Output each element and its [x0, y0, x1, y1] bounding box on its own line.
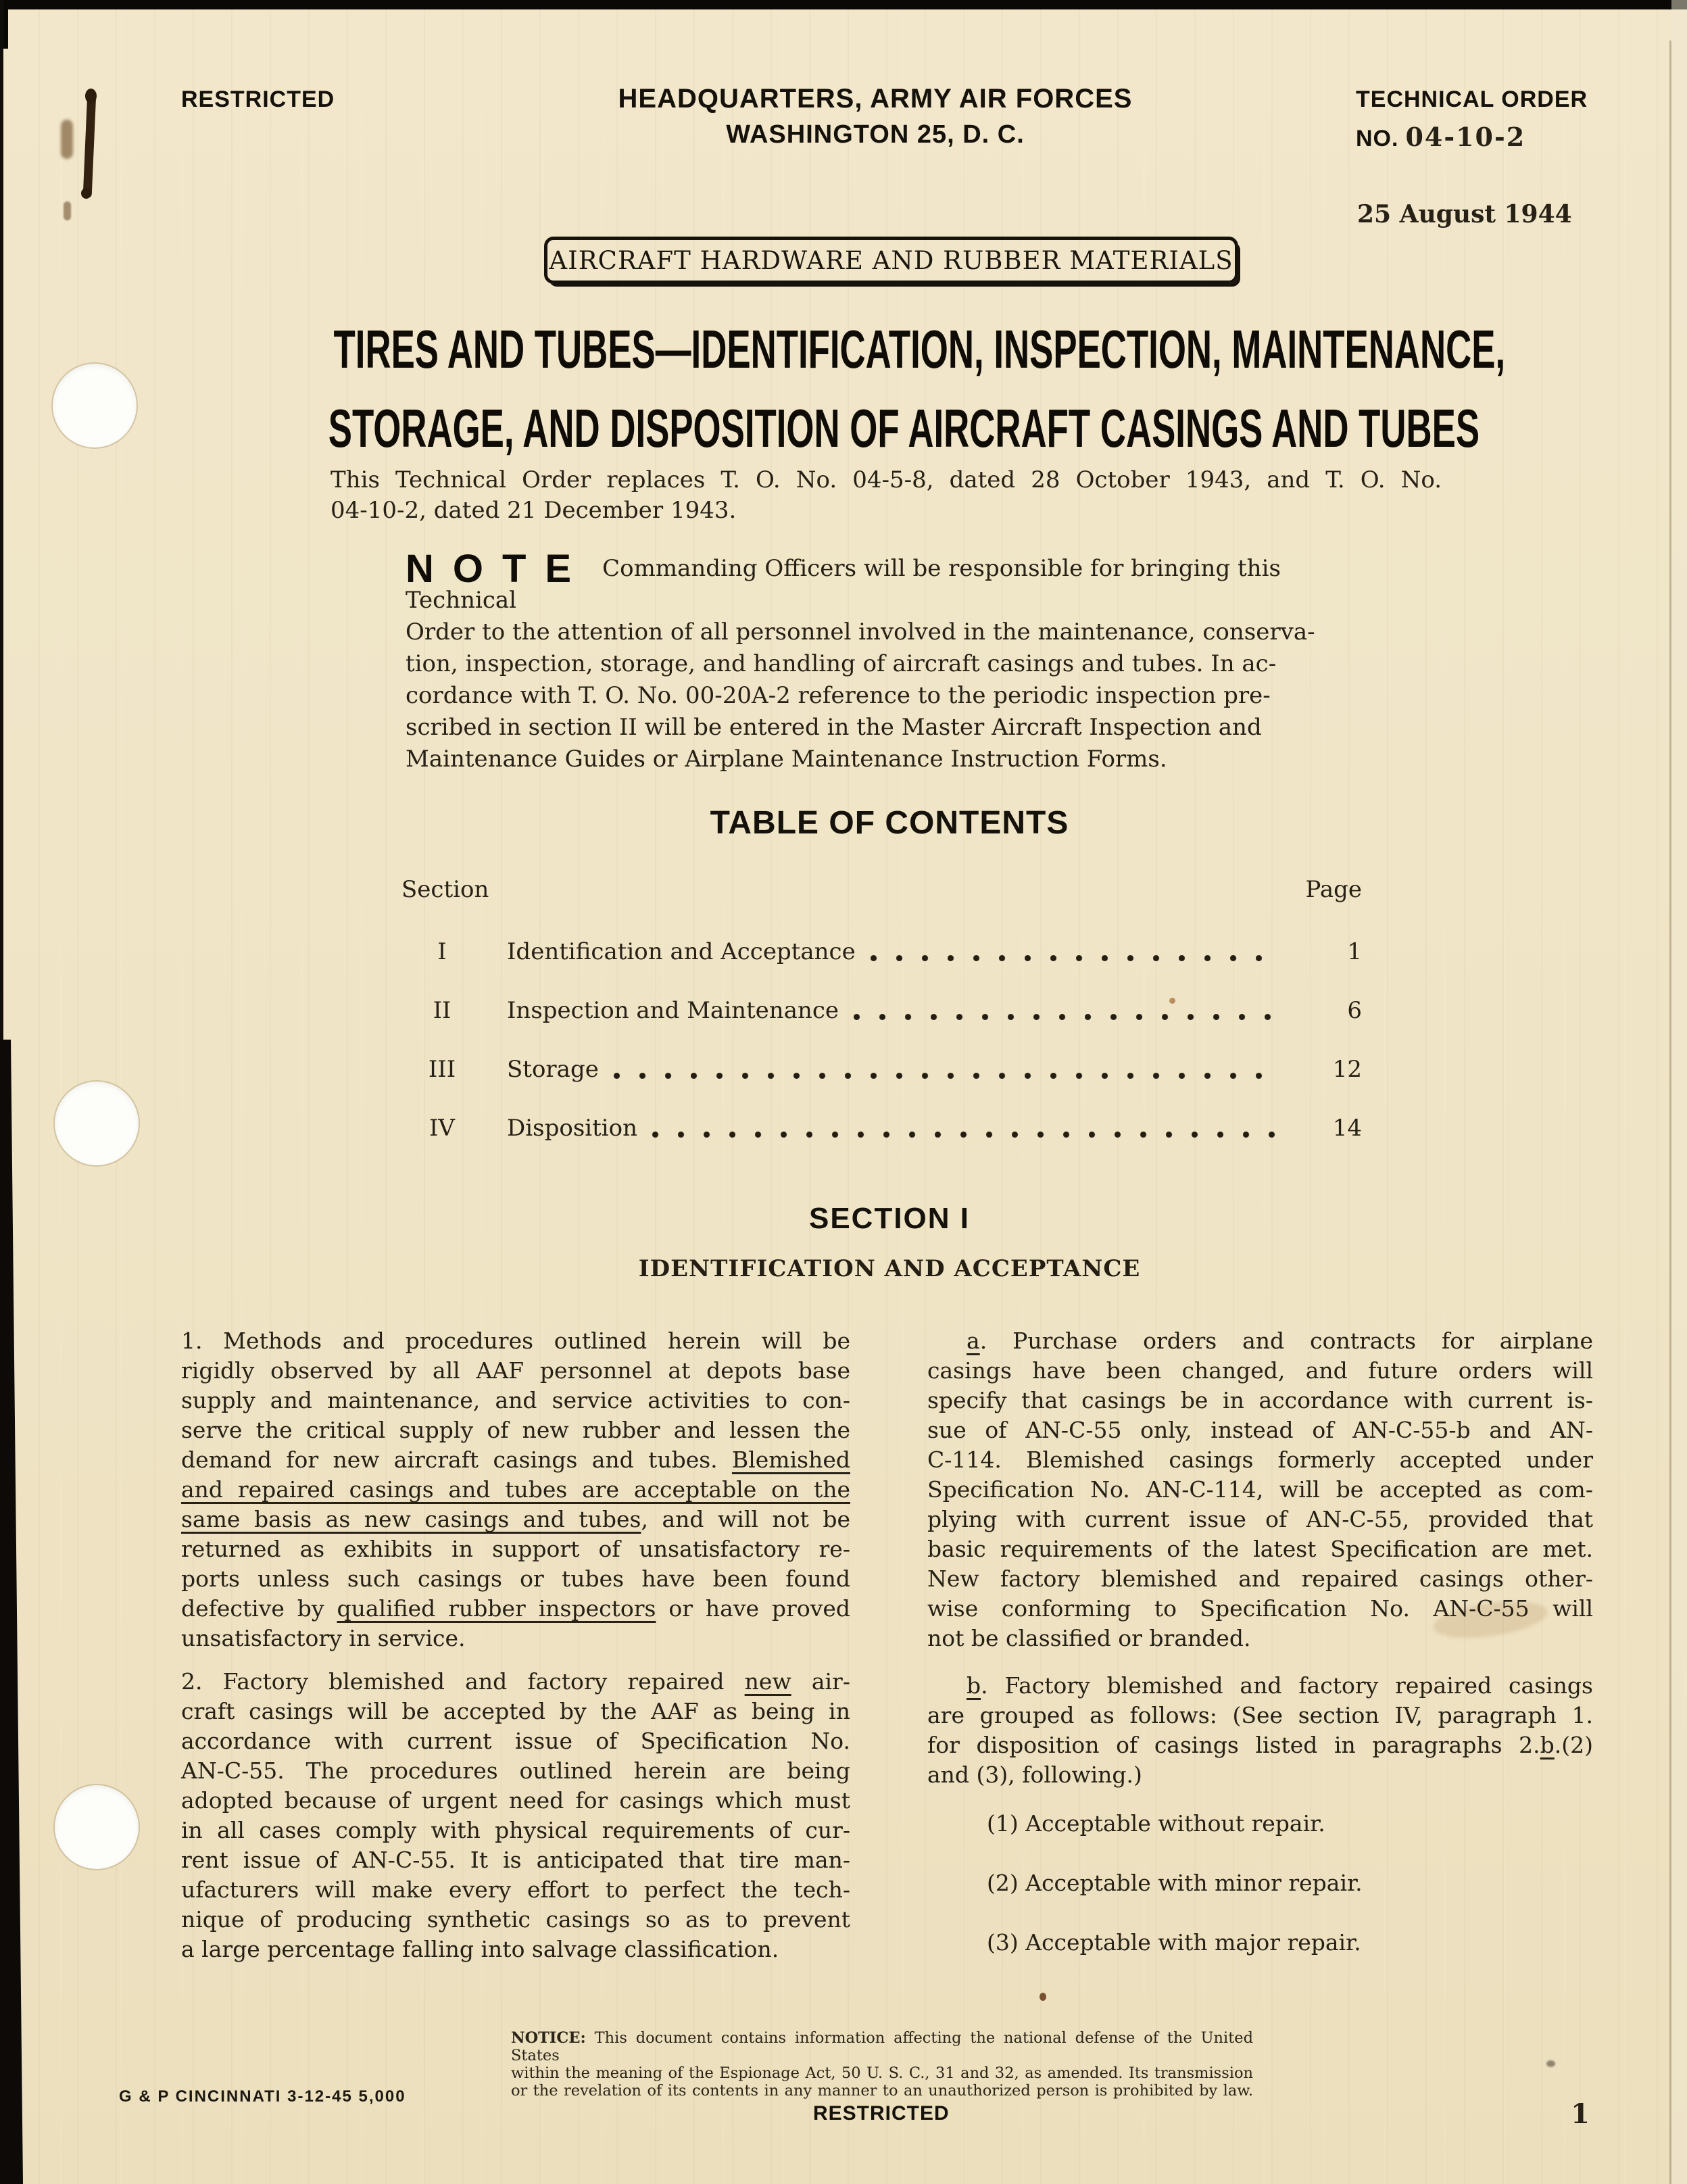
text-line: specify that casings be in accordance with current is-: [927, 1387, 1593, 1413]
classification-footer: RESTRICTED: [813, 2102, 950, 2125]
text-line: in all cases comply with physical requirements of cur-: [181, 1817, 850, 1843]
text-line: scribed in section II will be entered in the Master Aircraft Inspection and: [406, 714, 1262, 741]
text-line: a large percentage falling into salvage classification.: [181, 1936, 779, 1962]
section-subheading: IDENTIFICATION AND ACCEPTANCE: [638, 1255, 1141, 1282]
text-line: (1) Acceptable without repair.: [987, 1810, 1325, 1837]
text-line: (2) Acceptable with minor repair.: [987, 1870, 1363, 1896]
section-heading-block: [46, 1200, 1687, 1282]
text-line: Specification No. AN-C-114, will be accepted as com-: [927, 1476, 1593, 1503]
note-paragraph: [406, 547, 1379, 775]
toc-title: Storage: [507, 1056, 599, 1083]
toc-leader-dots: [871, 955, 1280, 961]
text-line: 1. Methods and procedures outlined herein will be: [181, 1328, 850, 1354]
toc-row: [401, 996, 1362, 1025]
text-line: 04-10-2, dated 21 December 1943.: [331, 497, 737, 524]
text-line: (3) Acceptable with major repair.: [987, 1929, 1361, 1956]
text-line: wise conforming to Specification No. AN-C-55 will: [927, 1595, 1593, 1622]
paragraph-1: [181, 1326, 850, 1653]
printer-imprint: G & P CINCINNATI 3-12-45 5,000: [119, 2087, 406, 2106]
toc-page-number: 14: [1332, 1115, 1362, 1142]
text-line: craft casings will be accepted by the AAF as being in: [181, 1698, 850, 1724]
technical-order-number: 04-10-2: [1405, 122, 1526, 152]
body-left-column: [181, 1326, 850, 1964]
text-line: demand for new aircraft casings and tubes. Blemished: [181, 1447, 850, 1473]
toc-rows: [401, 937, 1362, 1172]
text-line: defective by qualified rubber inspectors or have proved: [181, 1595, 850, 1622]
text-line: nique of producing synthetic casings so as to prevent: [181, 1906, 850, 1933]
text-line: or the revelation of its contents in any manner to an unauthorized person is prohibited by law.: [511, 2082, 1253, 2100]
toc-row: [401, 1054, 1362, 1084]
document-title-line-1: TIRES AND TUBES—IDENTIFICATION, INSPECTION, MAINTENANCE,: [333, 319, 1506, 379]
text-line: unsatisfactory in service.: [181, 1625, 466, 1651]
toc-section-label: Section: [401, 876, 489, 903]
security-notice: [511, 2029, 1253, 2100]
category-box-label: AIRCRAFT HARDWARE AND RUBBER MATERIALS: [549, 245, 1233, 275]
text-line: NOTICE: This document contains information affecting the national defense of the United States: [511, 2029, 1253, 2064]
text-line: This Technical Order replaces T. O. No. 04-5-8, dated 28 October 1943, and T. O. No.: [331, 466, 1442, 493]
text-line: plying with current issue of AN-C-55, provided that: [927, 1506, 1593, 1532]
toc-page-number: 6: [1347, 997, 1362, 1024]
text-line: ports unless such casings or tubes have been found: [181, 1566, 850, 1592]
washington-line: WASHINGTON 25, D. C.: [726, 120, 1025, 149]
text-line: casings have been changed, and future orders will: [927, 1357, 1593, 1384]
text-line: rigidly observed by all AAF personnel at depots base: [181, 1357, 850, 1384]
text-line: serve the critical supply of new rubber and lessen the: [181, 1417, 850, 1443]
toc-page-label: Page: [1305, 876, 1362, 903]
text-line: same basis as new casings and tubes, and will not be: [181, 1506, 850, 1532]
text-line: returned as exhibits in support of unsatisfactory re-: [181, 1536, 850, 1562]
text-line: and repaired casings and tubes are acceptable on the: [181, 1476, 850, 1503]
issue-date: 25 August 1944: [1357, 200, 1572, 228]
toc-title: Identification and Acceptance: [507, 938, 856, 965]
toc-row: [401, 937, 1362, 967]
toc-row: [401, 1113, 1362, 1143]
text-line: New factory blemished and repaired casings other-: [927, 1566, 1593, 1592]
toc-leader-dots: [614, 1073, 1280, 1079]
toc-roman-numeral: II: [433, 997, 451, 1024]
text-line: accordance with current issue of Specification No.: [181, 1728, 850, 1754]
text-line: 2. Factory blemished and factory repaired new air-: [181, 1668, 850, 1695]
headquarters-line: HEADQUARTERS, ARMY AIR FORCES: [618, 84, 1133, 114]
section-heading: SECTION I: [808, 1202, 971, 1235]
text-line: adopted because of urgent need for casings which must: [181, 1787, 850, 1814]
text-line: for disposition of casings listed in paragraphs 2.b.(2): [927, 1732, 1593, 1758]
acceptability-list: [927, 1809, 1593, 1958]
body-right-column: [927, 1326, 1593, 1958]
text-line: a. Purchase orders and contracts for airplane: [967, 1328, 1593, 1354]
toc-title: Disposition: [507, 1115, 638, 1142]
toc-roman-numeral: III: [428, 1056, 456, 1083]
paragraph-a: [927, 1326, 1593, 1653]
technical-order-no-label: NO.: [1356, 126, 1399, 151]
text-line: Order to the attention of all personnel involved in the maintenance, conserva-: [406, 618, 1315, 646]
pen-mark: [81, 188, 91, 199]
toc-roman-numeral: IV: [429, 1115, 455, 1142]
text-line: not be classified or branded.: [927, 1625, 1251, 1651]
text-line: rent issue of AN-C-55. It is anticipated that tire man-: [181, 1847, 850, 1873]
classification-header: RESTRICTED: [181, 87, 335, 112]
punch-hole: [55, 1785, 139, 1869]
text-line: Commanding Officers will be responsible for bringing this Technical: [406, 555, 1281, 614]
toc-page-number: 1: [1347, 938, 1362, 965]
technical-order-number-line: [1356, 122, 1525, 152]
text-line: ufacturers will make every effort to perfect the tech-: [181, 1876, 850, 1903]
paper-fleck: [1040, 1993, 1046, 2001]
toc-leader-dots: [854, 1014, 1280, 1020]
text-line: AN-C-55. The procedures outlined herein are being: [181, 1757, 850, 1784]
page-number: 1: [1571, 2098, 1590, 2130]
text-line: supply and maintenance, and service activities to con-: [181, 1387, 850, 1413]
category-box: [544, 237, 1238, 284]
text-line: basic requirements of the latest Specification are met.: [927, 1536, 1593, 1562]
scan-edge-top: [0, 0, 1687, 9]
text-line: are grouped as follows: (See section IV, paragraph 1.: [927, 1702, 1593, 1728]
paragraph-b: [927, 1671, 1593, 1790]
text-line: C-114. Blemished casings formerly accepted under: [927, 1447, 1593, 1473]
toc-title: Inspection and Maintenance: [507, 997, 839, 1024]
text-line: cordance with T. O. No. 00-20A-2 reference to the periodic inspection pre-: [406, 682, 1271, 709]
toc-leader-dots: [652, 1132, 1280, 1138]
document-title: [32, 318, 1687, 476]
text-line: sue of AN-C-55 only, instead of AN-C-55-b and AN-: [927, 1417, 1593, 1443]
paragraph-2: [181, 1667, 850, 1964]
scan-edge-left-wedge: [0, 1040, 27, 2184]
document-title-line-2: STORAGE, AND DISPOSITION OF AIRCRAFT CASINGS AND TUBES: [328, 398, 1480, 458]
note-label: NOTE: [406, 547, 591, 591]
paper-fleck: [1546, 2060, 1555, 2067]
toc-roman-numeral: I: [437, 938, 447, 965]
text-line: Maintenance Guides or Airplane Maintenance Instruction Forms.: [406, 746, 1167, 773]
pen-smudge: [64, 201, 71, 220]
text-line: within the meaning of the Espionage Act, 50 U. S. C., 31 and 32, as amended. Its transmission: [511, 2064, 1253, 2082]
punch-hole: [55, 1082, 139, 1165]
text-line: tion, inspection, storage, and handling of aircraft casings and tubes. In ac-: [406, 650, 1277, 677]
intro-paragraph: [331, 465, 1442, 526]
text-line: and (3), following.): [927, 1762, 1142, 1788]
text-line: b. Factory blemished and factory repaired casings: [967, 1672, 1593, 1699]
toc-page-number: 12: [1332, 1056, 1362, 1083]
technical-order-label: TECHNICAL ORDER: [1356, 87, 1588, 112]
toc-heading: TABLE OF CONTENTS: [710, 805, 1069, 841]
